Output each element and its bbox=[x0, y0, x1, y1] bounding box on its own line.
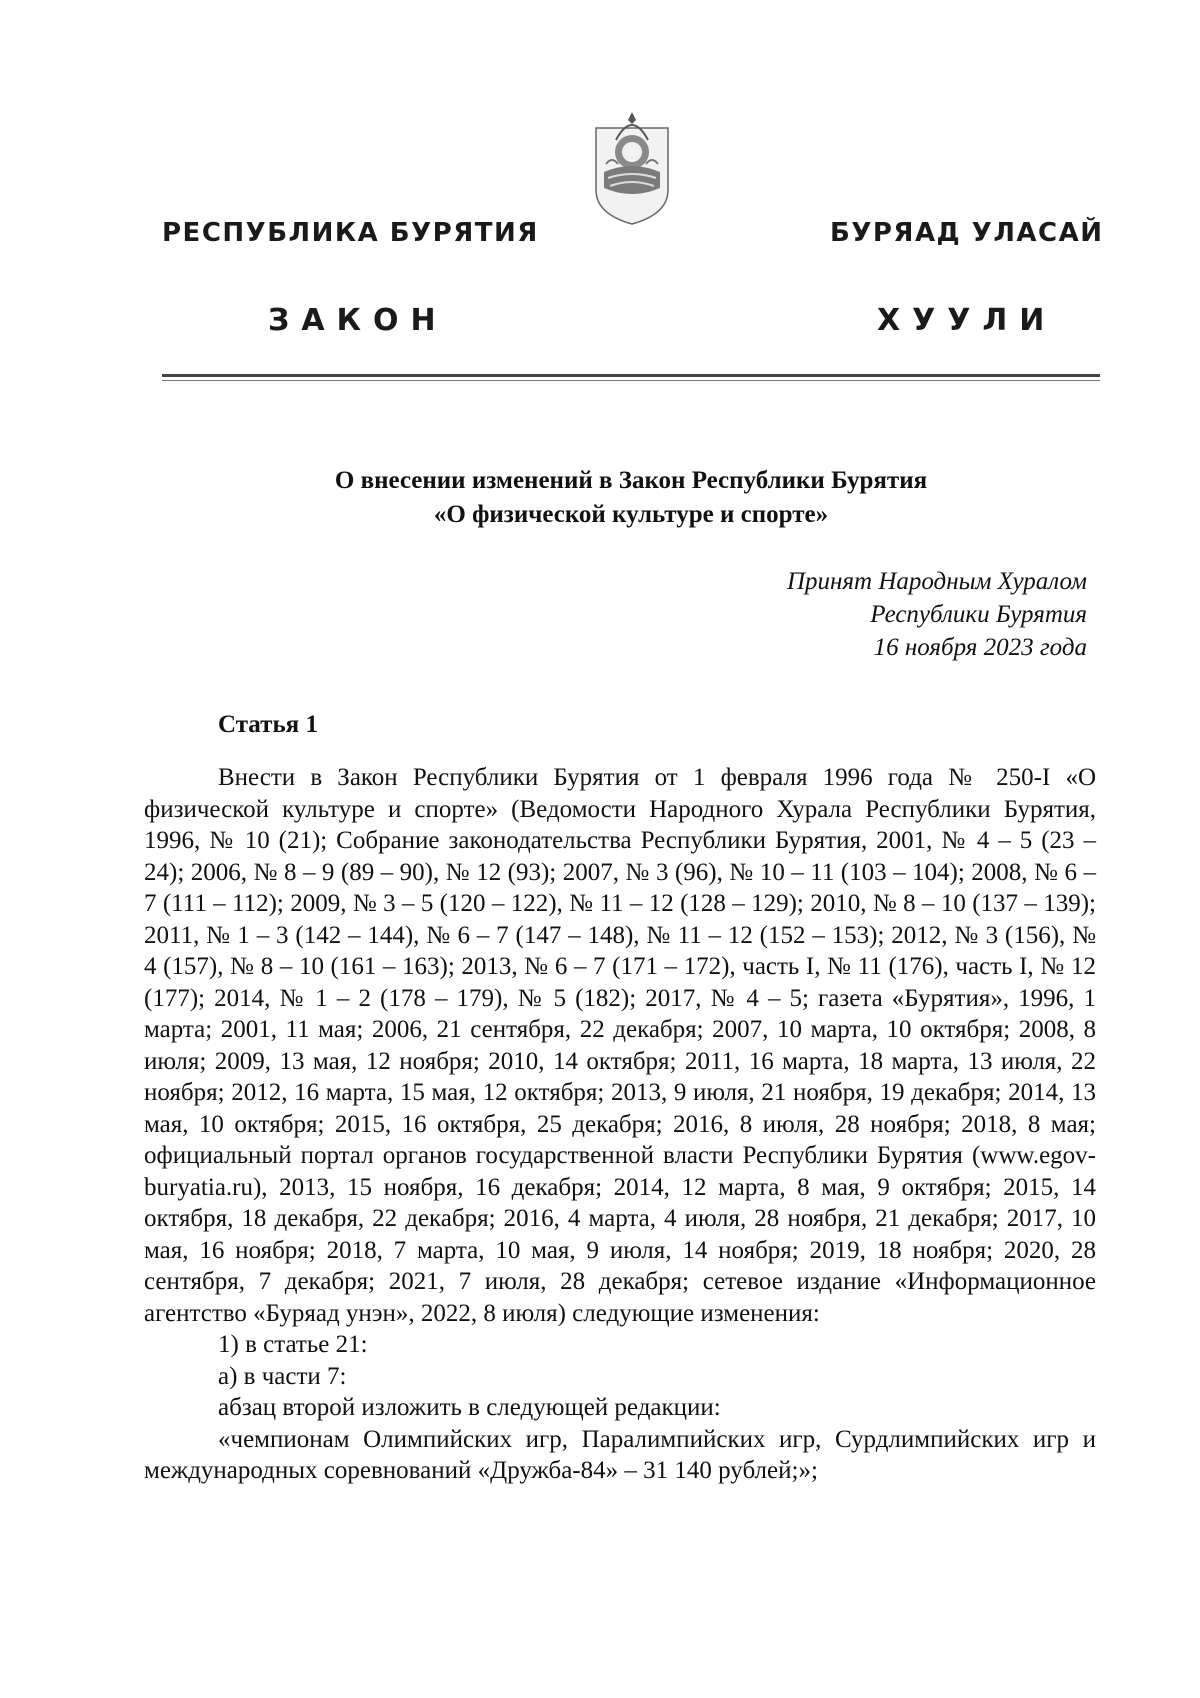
article-heading: Статья 1 bbox=[218, 711, 318, 738]
article-body bbox=[144, 762, 1096, 1487]
adoption-line2: Республики Бурятия bbox=[870, 601, 1087, 628]
paragraph-quote: «чемпионам Олимпийских игр, Паралимпийских игр, Сурдлимпийских игр и международных соревнований «Дружба-84» – 31 140 рублей;»; bbox=[144, 1425, 1096, 1484]
header-divider-thin bbox=[162, 380, 1100, 381]
republic-name-bu: БУРЯАД УЛАСАЙ bbox=[830, 218, 1104, 248]
paragraph-subitem-a: а) в части 7: bbox=[218, 1362, 347, 1390]
law-label-ru: ЗАКОН bbox=[268, 303, 448, 338]
paragraph-item-1: 1) в статье 21: bbox=[218, 1331, 368, 1358]
law-title bbox=[162, 464, 1100, 532]
adoption-note bbox=[787, 565, 1087, 664]
header-divider bbox=[162, 374, 1100, 377]
law-title-line2: «О физической культуре и спорте» bbox=[433, 501, 829, 528]
law-title-line1: О внесении изменений в Закон Республики Бурятия bbox=[334, 467, 928, 494]
paragraph-instruction: абзац второй изложить в следующей редакции: bbox=[218, 1394, 721, 1421]
paragraph-main: Внести в Закон Республики Бурятия от 1 февраля 1996 года № 250-I «О физической культуре и спорте» (Ведомости Народного Хурала Республики Бурятия, 1996, № 10 (21); Собрание законодательства Республики Бурятия, 2001, № 4 – 5 (23 – 24); 2006, № 8 – 9 (89 – 90), № 12 (93); 2007, № 3 (96), № 10 – 11 (103 – 104); 2008, № 6 – 7 (111 – 112); 2009, № 3 – 5 (120 – 122), № 11 – 12 (128 – 129); 2010, № 8 – 10 (137 – 139); 2011, № 1 – 3 (142 – 144), № 6 – 7 (147 – 148), № 11 – 12 (152 – 153); 2012, № 3 (156), № 4 (157), № 8 – 10 (161 – 163); 2013, № 6 – 7 (171 – 172), часть I, № 11 (176), часть I, № 12 (177); 2014, № 1 – 2 (178 – 179), № 5 (182); 2017, № 4 – 5; газета «Бурятия», 1996, 1 марта; 2001, 11 мая; 2006, 21 сентября, 22 декабря; 2007, 10 марта, 10 октября; 2008, 8 июля; 2009, 13 мая, 12 ноября; 2010, 14 октября; 2011, 16 марта, 18 марта, 13 июля, 22 ноября; 2012, 16 марта, 15 мая, 12 октября; 2013, 9 июля, 21 ноября, 19 декабря; 2014, 13 мая, 10 октября; 2015, 16 октября, 25 декабря; 2016, 8 июля, 28 ноября; 2018, 8 мая; официальный портал органов государственной власти Республики Бурятия (www.egov-buryatia.ru), 2013, 15 ноября, 16 декабря; 2014, 12 марта, 8 мая, 9 октября; 2015, 14 октября, 18 декабря, 22 декабря; 2016, 4 марта, 4 июля, 28 ноября, 21 декабря; 2017, 10 мая, 16 ноября; 2018, 7 марта, 10 мая, 9 июля, 14 ноября; 2019, 18 ноября; 2020, 28 сентября, 7 декабря; 2021, 7 июля, 28 декабря; сетевое издание «Информационное агентство «Буряад унэн», 2022, 8 июля) следующие изменения: bbox=[144, 764, 1096, 1327]
adoption-date: 16 ноября 2023 года bbox=[873, 634, 1087, 661]
law-label-bu: ХУУЛИ bbox=[877, 303, 1057, 338]
coat-of-arms-emblem-icon bbox=[592, 90, 672, 230]
adoption-line1: Принят Народным Хуралом bbox=[786, 568, 1087, 595]
republic-name-ru: РЕСПУБЛИКА БУРЯТИЯ bbox=[162, 218, 539, 248]
